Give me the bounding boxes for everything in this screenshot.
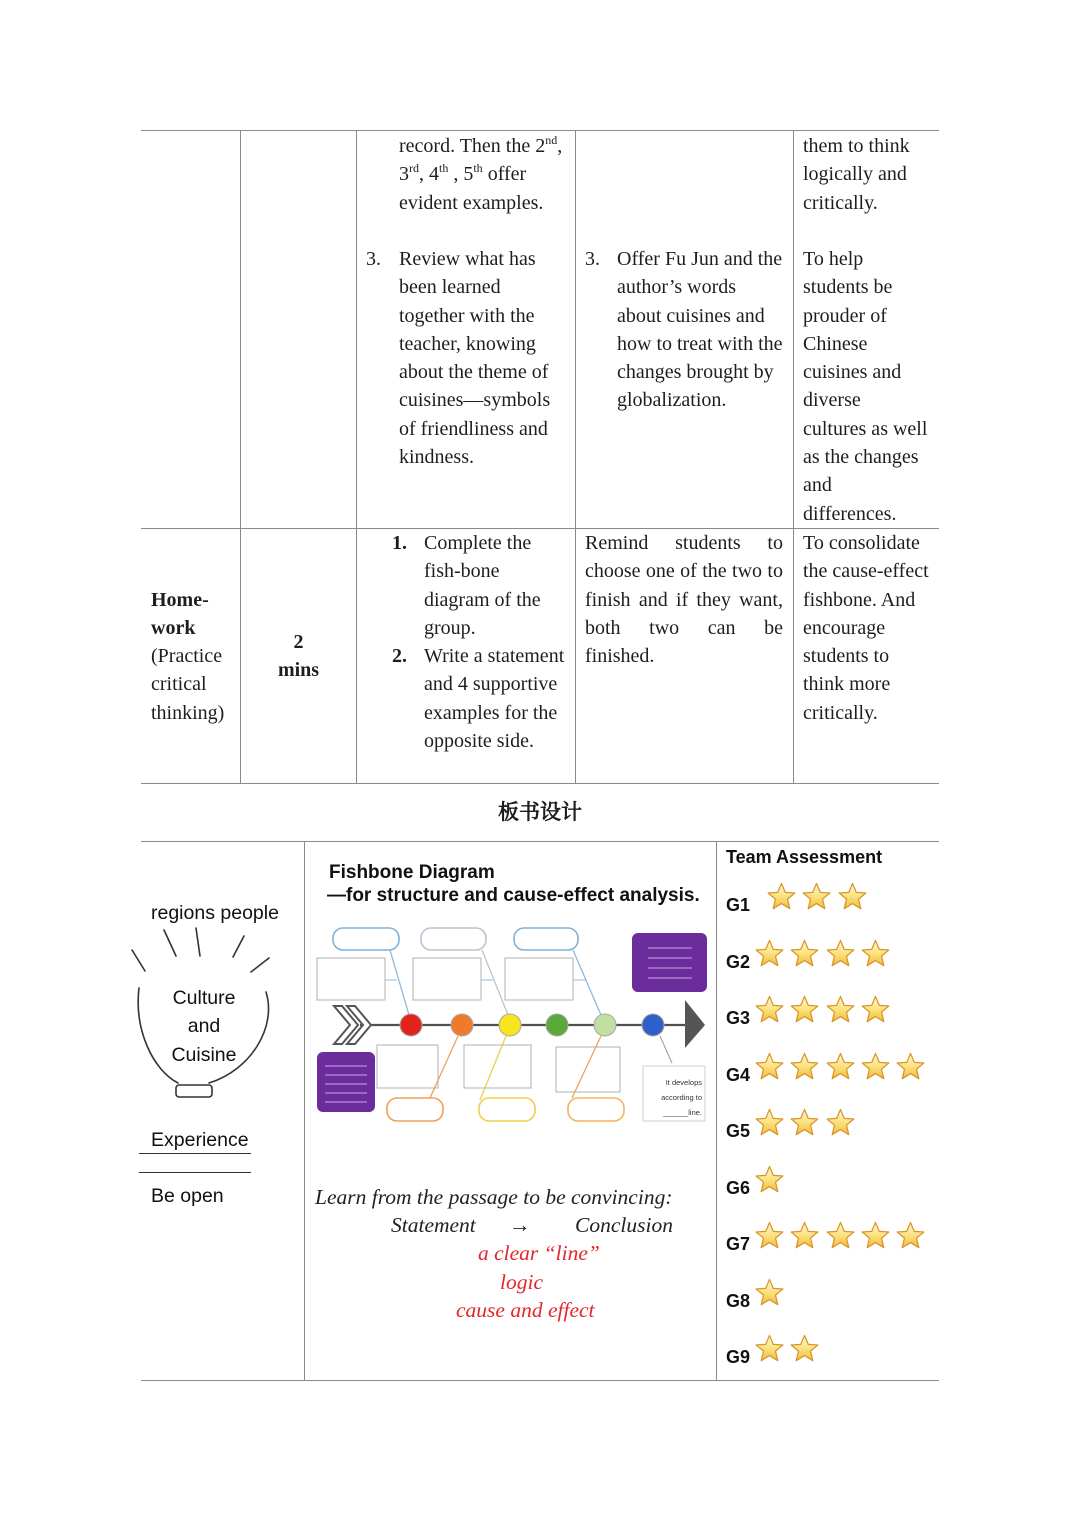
- purpose-paragraph: [803, 132, 910, 217]
- conclusion-label: Conclusion: [575, 1213, 673, 1237]
- list-marker: 3.: [585, 248, 600, 270]
- statement-label: Statement: [391, 1213, 476, 1237]
- team-row: [726, 1104, 936, 1148]
- team-row: [726, 935, 936, 979]
- text-line: Home-: [151, 589, 209, 611]
- cause-node-yellow: [499, 1014, 521, 1036]
- teacher-activity-paragraph: [585, 529, 783, 670]
- note-text: It develops: [665, 1078, 702, 1087]
- team-assessment-title: Team Assessment: [726, 847, 883, 867]
- star-icon: [790, 1052, 819, 1081]
- text-line: Offer Fu Jun and the: [617, 248, 783, 270]
- text-line: finish and if they want,: [585, 588, 783, 611]
- text-line: Complete the: [424, 532, 532, 554]
- team-star-rating: [767, 882, 873, 911]
- star-icon: [755, 1165, 784, 1194]
- blank-rule: [139, 1172, 251, 1173]
- text-line: critically.: [803, 701, 878, 724]
- team-row: [726, 1330, 936, 1374]
- text-line: Write a statement: [424, 645, 565, 667]
- mind-map-top-label: regions people: [151, 902, 279, 924]
- star-icon: [826, 939, 855, 968]
- fishbone-bone: [480, 1036, 506, 1100]
- text-line: teacher, knowing: [399, 332, 536, 355]
- text-fragment: , 4: [419, 163, 439, 186]
- text-line: To help: [803, 248, 864, 270]
- key-point: a clear “line”: [478, 1241, 600, 1265]
- text-line: think more: [803, 673, 891, 696]
- team-label: G5: [726, 1121, 751, 1141]
- table-rule-bottom: [141, 783, 939, 784]
- table-column-divider: [356, 130, 357, 783]
- text-line: [399, 132, 562, 160]
- key-point: cause and effect: [456, 1298, 595, 1322]
- text-fragment: 3: [399, 163, 409, 186]
- text-line: them to think: [803, 135, 910, 157]
- fishbone-diagram: [310, 920, 712, 1130]
- list-marker: 1.: [392, 532, 407, 554]
- student-activity-item-2: [424, 642, 564, 755]
- ordinal-suffix: th: [439, 161, 449, 176]
- text-line: about the theme of: [399, 361, 549, 384]
- text-line: as the changes: [803, 446, 919, 469]
- time-allocation: [241, 628, 356, 685]
- text-line: finished.: [585, 645, 655, 668]
- text-line: together with the: [399, 304, 535, 327]
- cause-label-box: [421, 928, 486, 950]
- experience-label: Experience: [151, 1129, 249, 1151]
- cause-label-box: [568, 1098, 624, 1121]
- ordinal-suffix: rd: [409, 161, 419, 176]
- text-line: globalization.: [617, 389, 727, 412]
- text-line: the cause-effect: [803, 560, 929, 583]
- star-icon: [826, 1108, 855, 1137]
- text-line: students to: [803, 645, 890, 668]
- text-line: fish-bone: [424, 560, 500, 583]
- text-line: cuisines and: [803, 361, 902, 384]
- star-icon: [861, 1221, 890, 1250]
- idea-ray: [132, 950, 145, 971]
- cause-detail-box: [413, 958, 481, 1000]
- text-line: diagram of the: [424, 588, 541, 611]
- star-icon: [755, 1278, 784, 1307]
- text-line: logically and: [803, 163, 907, 186]
- star-icon: [790, 1221, 819, 1250]
- text-line: both two can be: [585, 616, 783, 639]
- star-icon: [767, 882, 796, 911]
- text-line: critical: [151, 673, 207, 696]
- text-line: critically.: [803, 191, 878, 214]
- star-icon: [790, 1334, 819, 1363]
- fishbone-title: Fishbone Diagram: [329, 862, 495, 883]
- star-icon: [755, 1052, 784, 1081]
- team-label: G8: [726, 1290, 751, 1311]
- step-label: [151, 586, 209, 643]
- text-line: mins: [277, 659, 320, 682]
- cause-detail-box: [556, 1047, 620, 1092]
- team-label: G2: [726, 951, 751, 972]
- star-icon: [826, 995, 855, 1024]
- text-line: differences.: [803, 502, 897, 525]
- star-icon: [896, 1221, 925, 1250]
- star-icon: [790, 995, 819, 1024]
- text-line: thinking): [151, 701, 225, 724]
- team-row: [726, 878, 936, 922]
- team-label: G7: [726, 1234, 751, 1254]
- text-line: been learned: [399, 276, 501, 299]
- star-icon: [896, 1052, 925, 1081]
- text-line: Culture: [172, 987, 236, 1009]
- cause-label-box: [387, 1098, 443, 1121]
- note-text: according to: [661, 1093, 702, 1102]
- key-point: logic: [500, 1270, 543, 1294]
- table-rule-top: [141, 130, 939, 131]
- team-row: [726, 1161, 936, 1205]
- cause-detail-box: [505, 958, 573, 1000]
- text-line: encourage: [803, 616, 886, 639]
- star-icon: [790, 939, 819, 968]
- fishbone-bone: [573, 950, 601, 1015]
- text-line: kindness.: [399, 446, 474, 469]
- text-line: Remind students to: [585, 532, 783, 554]
- star-icon: [755, 1108, 784, 1137]
- board-rule-top: [141, 841, 939, 842]
- list-marker: 3.: [366, 248, 381, 270]
- cause-label-box: [514, 928, 578, 950]
- team-row: [726, 1217, 936, 1261]
- fishbone-subtitle: —for structure and cause-effect analysis.: [327, 885, 700, 906]
- team-row: [726, 1048, 936, 1092]
- team-star-rating: [755, 939, 896, 968]
- ordinal-suffix: nd: [545, 133, 558, 147]
- star-icon: [790, 1108, 819, 1137]
- idea-ray: [251, 958, 269, 972]
- cause-node-lightgreen: [594, 1014, 616, 1036]
- text-line: 2: [293, 631, 304, 653]
- idea-ray: [164, 930, 176, 956]
- star-icon: [755, 1334, 784, 1363]
- team-label: G3: [726, 1008, 751, 1028]
- team-star-rating: [755, 1221, 931, 1250]
- text-fragment: , 5: [448, 163, 474, 186]
- cause-label-box: [333, 928, 399, 950]
- text-line: To consolidate: [803, 532, 920, 554]
- team-star-rating: [755, 1334, 826, 1363]
- fishbone-bone: [390, 950, 409, 1015]
- cause-node-red: [400, 1014, 422, 1036]
- text-fragment: offer: [482, 163, 527, 186]
- fishbone-head: [685, 1000, 705, 1048]
- purple-card: [317, 1052, 375, 1112]
- text-line: about cuisines and: [617, 304, 765, 327]
- team-row: [726, 991, 936, 1035]
- teacher-activity-item-3: [617, 245, 783, 415]
- bulb-base: [176, 1085, 212, 1097]
- cause-node-blue: [642, 1014, 664, 1036]
- text-line: and 4 supportive: [424, 673, 558, 696]
- text-line: opposite side.: [424, 729, 534, 752]
- cause-node-green: [546, 1014, 568, 1036]
- text-line: author’s words: [617, 276, 737, 299]
- list-marker: 2.: [392, 645, 407, 667]
- underline-rule: [139, 1153, 251, 1154]
- text-line: and: [803, 474, 832, 497]
- team-star-rating: [755, 1278, 790, 1307]
- star-icon: [755, 1221, 784, 1250]
- text-line: and: [187, 1015, 221, 1038]
- star-icon: [802, 882, 831, 911]
- text-line: (Practice: [151, 645, 223, 667]
- star-icon: [755, 939, 784, 968]
- table-column-divider: [793, 130, 794, 783]
- team-star-rating: [755, 1052, 931, 1081]
- text-line: cultures as well: [803, 417, 928, 440]
- cause-label-box: [479, 1098, 535, 1121]
- purpose-paragraph: [803, 529, 929, 727]
- arrow-right-icon: →: [509, 1213, 531, 1237]
- text-line: examples for the: [424, 701, 558, 724]
- star-icon: [861, 939, 890, 968]
- team-star-rating: [755, 995, 896, 1024]
- cause-detail-box: [377, 1045, 438, 1088]
- ordinal-suffix: th: [473, 161, 483, 176]
- star-icon: [861, 995, 890, 1024]
- text-fragment: record. Then the 2: [399, 135, 546, 157]
- text-line: group.: [424, 616, 476, 639]
- star-icon: [838, 882, 867, 911]
- fishbone-bone: [572, 1036, 601, 1098]
- step-note: [151, 642, 224, 727]
- convincing-caption: Learn from the passage to be convincing:: [315, 1185, 673, 1209]
- board-rule-bottom: [141, 1380, 939, 1381]
- team-label: G1: [726, 895, 751, 915]
- text-line: evident examples.: [399, 191, 544, 214]
- board-design-heading: 板书设计: [498, 800, 582, 824]
- note-text: ______line.: [663, 1108, 702, 1117]
- purpose-paragraph: [803, 245, 927, 528]
- team-star-rating: [755, 1165, 790, 1194]
- team-label: G4: [726, 1064, 751, 1085]
- fishbone-bone: [482, 950, 508, 1015]
- text-line: work: [151, 617, 196, 640]
- student-activity-item-3: [399, 245, 550, 471]
- table-column-divider: [575, 130, 576, 783]
- team-label: G9: [726, 1347, 751, 1367]
- text-line: choose one of the two to: [585, 560, 783, 583]
- idea-ray: [196, 928, 200, 956]
- cause-detail-box: [464, 1045, 531, 1088]
- text-line: how to treat with the: [617, 332, 783, 355]
- student-activity-continuation: [399, 132, 562, 217]
- star-icon: [826, 1052, 855, 1081]
- student-activity-item-1: [424, 529, 541, 642]
- star-icon: [826, 1221, 855, 1250]
- team-row: [726, 1274, 936, 1318]
- purple-card: [632, 933, 707, 992]
- text-line: cuisines—symbols: [399, 389, 551, 412]
- text-line: Review what has: [399, 248, 536, 270]
- cause-node-orange: [451, 1014, 473, 1036]
- text-line: fishbone. And: [803, 588, 916, 611]
- team-label: G6: [726, 1177, 751, 1198]
- text-line: changes brought by: [617, 361, 774, 384]
- idea-ray: [233, 936, 244, 957]
- board-column-divider: [716, 841, 717, 1380]
- bulb-text: [154, 984, 254, 1069]
- board-column-divider: [304, 841, 305, 1380]
- note-arrow: [660, 1036, 672, 1063]
- text-line: students be: [803, 276, 893, 299]
- text-line: Cuisine: [171, 1043, 237, 1066]
- star-icon: [861, 1052, 890, 1081]
- table-column-divider: [240, 130, 241, 783]
- text-line: of friendliness and: [399, 417, 548, 440]
- text-line: diverse: [803, 389, 861, 412]
- be-open-label: Be open: [151, 1185, 224, 1207]
- text-line: prouder of: [803, 304, 887, 327]
- text-line: Chinese: [803, 332, 868, 355]
- text-fragment: ,: [557, 135, 563, 157]
- cause-detail-box: [317, 958, 385, 1000]
- team-star-rating: [755, 1108, 861, 1137]
- text-line: [399, 160, 562, 188]
- star-icon: [755, 995, 784, 1024]
